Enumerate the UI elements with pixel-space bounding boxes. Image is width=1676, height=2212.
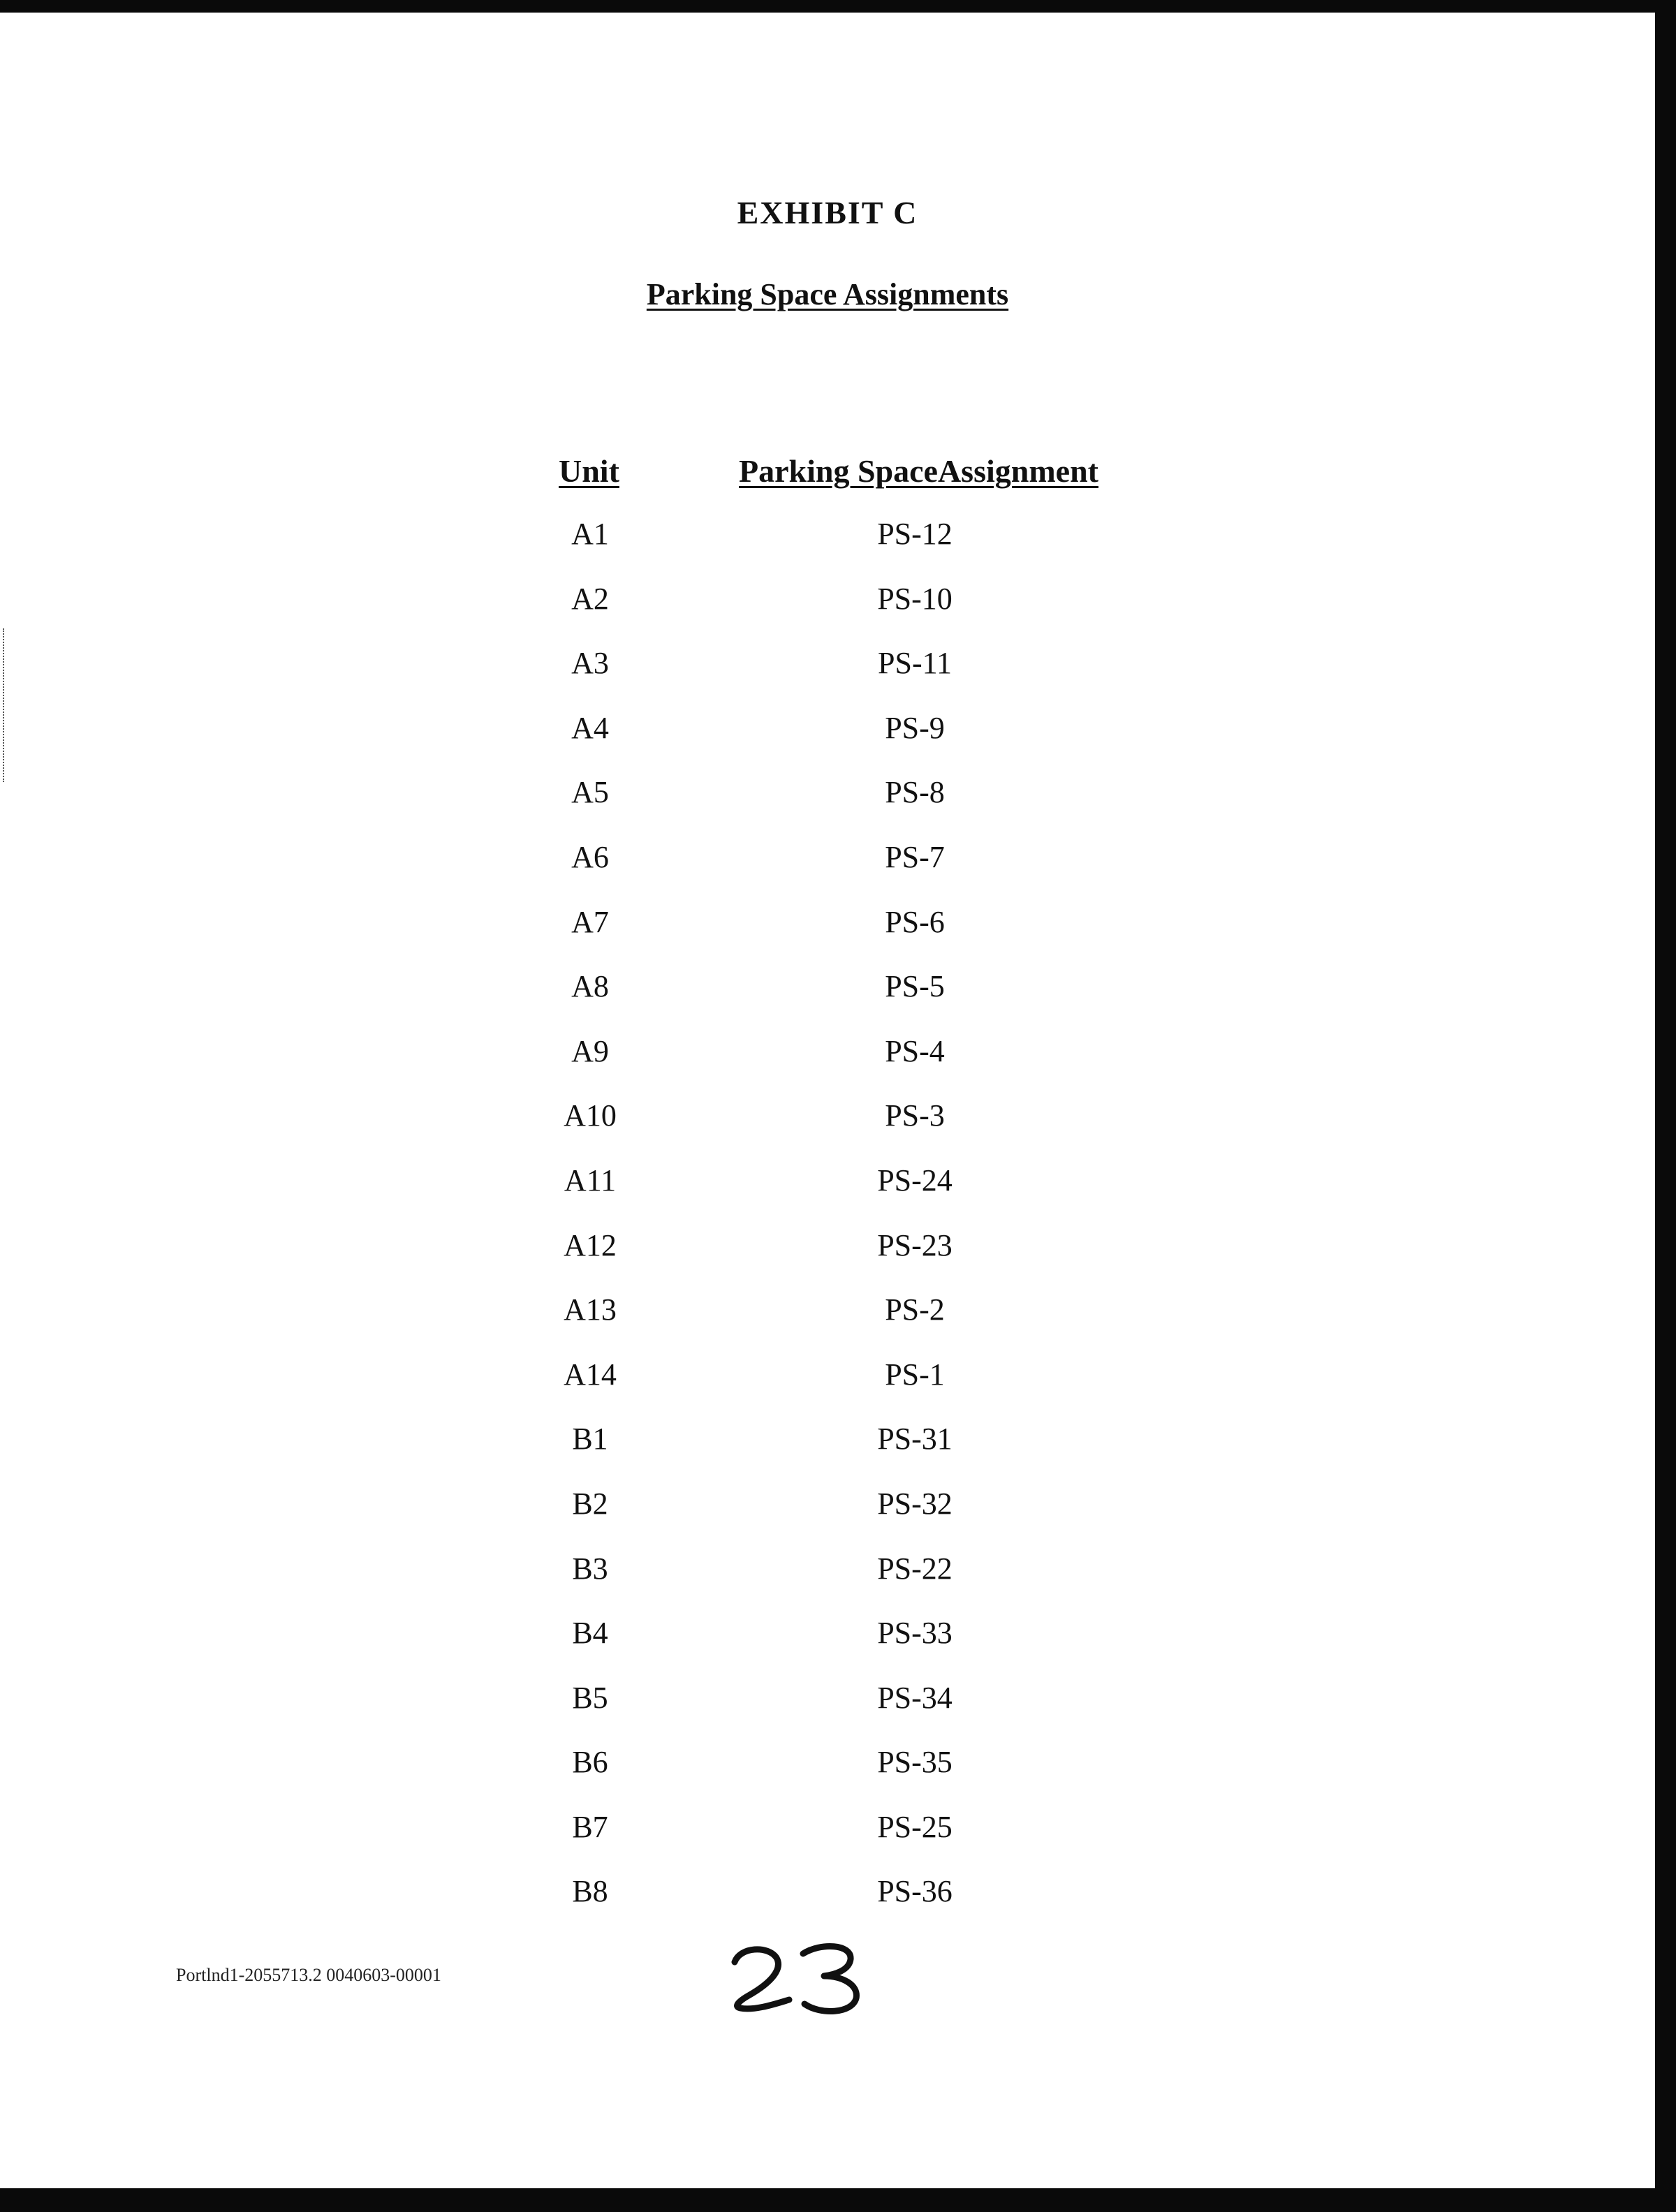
parking-space-cell: PS-24 <box>877 1163 953 1197</box>
unit-cell: A14 <box>564 1357 617 1392</box>
parking-space-cell: PS-25 <box>877 1809 953 1844</box>
scan-edge-bottom <box>0 2188 1676 2212</box>
unit-cell: B4 <box>572 1616 608 1651</box>
page-title: EXHIBIT C <box>737 195 918 230</box>
table-row <box>0 1612 1655 1677</box>
unit-cell: B2 <box>572 1486 608 1521</box>
parking-space-cell: PS-23 <box>877 1227 953 1262</box>
parking-space-cell: PS-5 <box>885 969 945 1004</box>
unit-cell: A2 <box>571 581 609 616</box>
table-row <box>0 1031 1655 1096</box>
parking-space-cell: PS-12 <box>877 517 953 551</box>
parking-space-cell: PS-7 <box>885 839 945 874</box>
unit-cell: A8 <box>571 969 609 1004</box>
table-row <box>0 1548 1655 1613</box>
document-code: Portlnd1-2055713.2 0040603-00001 <box>176 1965 441 1985</box>
table-row <box>0 966 1655 1031</box>
table-row <box>0 1741 1655 1806</box>
parking-space-cell: PS-11 <box>878 646 952 681</box>
parking-space-cell: PS-34 <box>877 1680 953 1715</box>
parking-space-cell: PS-36 <box>877 1874 953 1909</box>
unit-cell: B5 <box>572 1680 608 1715</box>
parking-space-cell: PS-4 <box>885 1033 945 1068</box>
scan-edge-top <box>0 0 1676 13</box>
page-subtitle: Parking Space Assignments <box>646 277 1009 311</box>
parking-space-cell: PS-35 <box>877 1745 953 1780</box>
table-row <box>0 707 1655 772</box>
table-row <box>0 1354 1655 1419</box>
parking-space-cell: PS-2 <box>885 1292 945 1327</box>
unit-cell: A10 <box>564 1098 617 1133</box>
unit-cell: A4 <box>571 710 609 745</box>
table-row <box>0 1483 1655 1548</box>
table-row <box>0 1418 1655 1483</box>
assignment-table <box>0 513 1655 1936</box>
column-header-unit: Unit <box>559 453 619 489</box>
parking-space-cell: PS-9 <box>885 710 945 745</box>
parking-space-cell: PS-6 <box>885 904 945 939</box>
parking-space-cell: PS-31 <box>877 1422 953 1457</box>
unit-cell: B1 <box>572 1422 608 1457</box>
table-row <box>0 772 1655 836</box>
table-row <box>0 578 1655 643</box>
table-row <box>0 1160 1655 1225</box>
parking-space-cell: PS-1 <box>885 1357 945 1392</box>
unit-cell: A3 <box>571 646 609 681</box>
unit-cell: A5 <box>571 775 609 810</box>
column-header-parking-space-assignment: Parking SpaceAssignment <box>739 453 1098 489</box>
parking-space-cell: PS-22 <box>877 1551 953 1586</box>
table-row <box>0 901 1655 966</box>
unit-cell: A9 <box>571 1033 609 1068</box>
unit-cell: A7 <box>571 904 609 939</box>
table-row <box>0 513 1655 578</box>
table-row <box>0 1806 1655 1871</box>
parking-space-cell: PS-33 <box>877 1616 953 1651</box>
table-row <box>0 1289 1655 1354</box>
parking-space-cell: PS-8 <box>885 775 945 810</box>
parking-space-cell: PS-10 <box>877 581 953 616</box>
unit-cell: A6 <box>571 839 609 874</box>
handwritten-page-number-drawing <box>719 1934 873 2018</box>
unit-cell: A11 <box>564 1163 617 1197</box>
table-row <box>0 1677 1655 1742</box>
table-row <box>0 1871 1655 1936</box>
unit-cell: A12 <box>564 1227 617 1262</box>
unit-cell: B8 <box>572 1874 608 1909</box>
unit-cell: B3 <box>572 1551 608 1586</box>
parking-space-cell: PS-32 <box>877 1486 953 1521</box>
handwritten-page-number <box>719 1934 873 2018</box>
unit-cell: A1 <box>571 517 609 551</box>
unit-cell: A13 <box>564 1292 617 1327</box>
unit-cell: B6 <box>572 1745 608 1780</box>
table-row <box>0 1095 1655 1160</box>
unit-cell: B7 <box>572 1809 608 1844</box>
scan-edge-right <box>1655 0 1676 2212</box>
table-row <box>0 642 1655 707</box>
table-row <box>0 1225 1655 1290</box>
parking-space-cell: PS-3 <box>885 1098 945 1133</box>
table-row <box>0 836 1655 901</box>
